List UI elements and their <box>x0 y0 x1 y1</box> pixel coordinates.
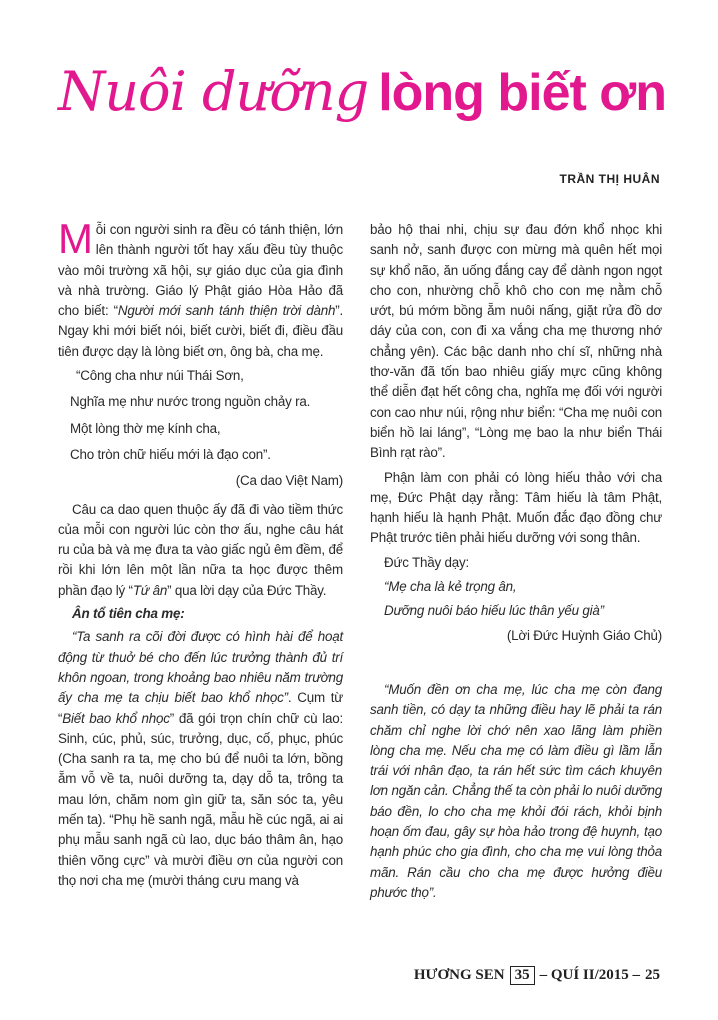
title-script: Nuôi dưỡng <box>58 60 369 123</box>
verse-line: Nghĩa mẹ như nước trong nguồn chảy ra. <box>70 394 311 410</box>
page-footer <box>414 966 660 985</box>
teaching-intro: Đức Thầy dạy: <box>384 554 470 570</box>
author-byline: TRẦN THỊ HUÂN <box>559 172 660 186</box>
article-title <box>58 60 666 123</box>
paragraph: bảo hộ thai nhi, chịu sự đau đớn khổ nhọc khi sanh nở, sanh được con mừng mà quên hết mọi sự khổ não, ăn uống đắng cay để dành ngon ngọt cho con, nhường chỗ khô cho con mẹ nằm chỗ ướt, bú mớm bồng ẵm nuôi nấng, giặt rửa đồ dơ dáy của con, con đi xa vắng cha mẹ thương nhớ chẳng yên). Các bậc danh nho chí sĩ, những nhà thơ-văn đã tốn bao nhiêu giấy mực cũng không thể diễn đạt hết công cha, nghĩa mẹ đối với người con cao như núi, rộng như biển: “Cha mẹ nuôi con biển hồ lai láng”, “Lòng mẹ bao la như biển Thái Bình rạt rào”. <box>370 222 662 461</box>
intro-paragraph: Mỗi con người sinh ra đều có tánh thiện, lớn lên thành người tốt hay xấu đều tùy thuộc vào môi trường xã hội, sự giáo dục của gia đình và nhà trường. Giáo lý Phật giáo Hòa Hảo đã cho biết: “Người mới sanh tánh thiện trời dành”. Ngay khi mới biết nói, biết cười, biết đi, điều đầu tiên được dạy là lòng biết ơn, ông bà, cha mẹ. <box>58 215 343 359</box>
closing-quote: “Muốn đền ơn cha mẹ, lúc cha mẹ còn đang sanh tiền, có dạy ta những điều hay lẽ phải ta rán chăm chỉ nghe lời chớ nên xao lãng làm phiền lòng cha mẹ. Nếu cha mẹ có làm điều gì lầm lẫn trái với nhân đạo, ta rán hết sức tìm cách khuyên lơn ngăn cản. Chẳng thế ta còn phải lo nuôi dưỡng báo đền, lo cho cha mẹ khỏi đói rách, khỏi bịnh hoạn ốm đau, gây sự hòa hảo trong đệ huynh, tạo hạnh phúc cho gia đình, cho cha mẹ vui lòng thỏa mãn. Rán cầu cho cha mẹ được hưởng điều phước thọ”. <box>370 681 662 900</box>
magazine-name: HƯƠNG SEN <box>413 967 505 983</box>
verse-line: Một lòng thờ mẹ kính cha, <box>70 420 221 436</box>
right-column <box>370 220 662 903</box>
paragraph: “Ta sanh ra cõi đời được có hình hài để hoạt động từ thuở bé cho đến lúc trưởng thành đủ trí khôn ngoan, trong khoảng bao nhiêu năm trường ấy cha mẹ ta chịu biết bao khổ nhọc”. Cụm từ “Biết bao khổ nhọc” đã gói trọn chín chữ cù lao: Sinh, cúc, phủ, súc, trưởng, dục, cố, phục, phúc (Cha sanh ra ta, mẹ cho bú để nuôi ta lớn, bồng ẵm vỗ về ta, nuôi dưỡng ta, dạy dỗ ta, trông ta mau lớn, chăm nom gìn giữ ta, săn sóc ta, yêu mến ta). “Phụ hề sanh ngã, mẫu hề cúc ngã, ai ai phụ mẫu sanh ngã cù lao, dục báo thâm ân, hạo thiên võng cực” và mười điều ơn của người con thọ nơi cha mẹ (mười tháng cưu mang và <box>58 629 343 888</box>
paragraph: Phận làm con phải có lòng hiếu thảo với cha mẹ, Đức Phật dạy rằng: Tâm hiếu là tâm Phật, hạnh hiếu là hạnh Phật. Muốn đắc đạo đồng chư Phật trước tiên phải hiếu dưỡng với song thân. <box>370 469 662 546</box>
folk-verse <box>58 366 343 465</box>
section-subheading: Ân tổ tiên cha mẹ: <box>72 606 185 622</box>
issue-quarter: – QUÍ II/2015 – <box>539 967 640 983</box>
title-block: lòng biết ơn <box>378 64 666 122</box>
verse-line: Cho tròn chữ hiếu mới là đạo con”. <box>70 446 271 462</box>
teaching-source: (Lời Đức Huỳnh Giáo Chủ) <box>506 627 662 643</box>
left-column <box>58 215 343 891</box>
page-number: 25 <box>645 967 660 983</box>
verse-source: (Ca dao Việt Nam) <box>235 473 343 489</box>
verse-line: “Công cha như núi Thái Sơn, <box>76 368 244 384</box>
teaching-verse-line: Dưỡng nuôi báo hiếu lúc thân yếu già” <box>384 603 604 619</box>
drop-cap: M <box>58 215 93 262</box>
issue-number: 35 <box>510 966 535 985</box>
teaching-verse-line: “Mẹ cha là kẻ trọng ân, <box>384 579 517 595</box>
paragraph: Câu ca dao quen thuộc ấy đã đi vào tiềm thức của mỗi con người lúc còn thơ ấu, nghe câu hát ru của bà và mẹ đưa ta vào giấc ngủ êm đềm, để rồi khi lớn lên một lần nữa ta học được thêm phần đạo lý “Tứ ân” qua lời dạy của Đức Thầy. <box>58 501 343 598</box>
